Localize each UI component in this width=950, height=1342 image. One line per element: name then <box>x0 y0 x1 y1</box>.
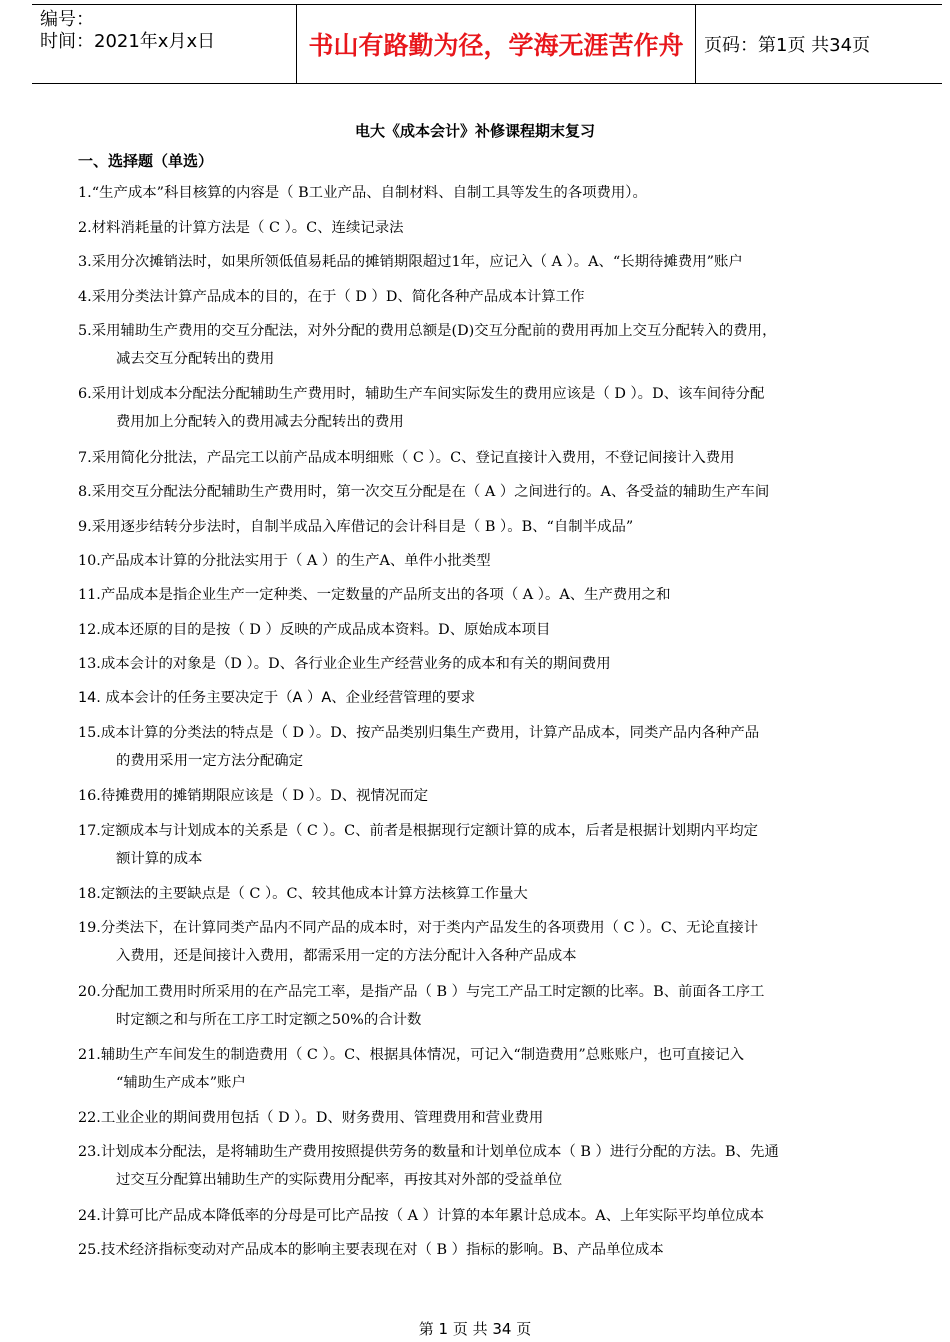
question-line: “辅助生产成本”账户 <box>116 1075 246 1091</box>
question-line: 减去交互分配转出的费用 <box>116 351 275 367</box>
header-page-info: 页码：第1页 共34页 <box>704 35 871 56</box>
question-line: 17.定额成本与计划成本的关系是（ C ）。C、前者是根据现行定额计算的成本，后者是根据计划期内平均定 <box>78 823 759 839</box>
question-line: 20.分配加工费用时所采用的在产品完工率，是指产品（ B ）与完工产品工时定额的比率。B、前面各工序工 <box>78 984 765 1000</box>
question-line: 6.采用计划成本分配法分配辅助生产费用时，辅助生产车间实际发生的费用应该是（ D ）。D、该车间待分配 <box>78 386 765 402</box>
question-item <box>78 581 892 609</box>
question-line: 4.采用分类法计算产品成本的目的，在于（ D ）D、简化各种产品成本计算工作 <box>78 289 585 305</box>
footer-prefix: 第 <box>418 1320 434 1338</box>
question-item <box>78 547 892 575</box>
question-line: 过交互分配算出辅助生产的实际费用分配率，再按其对外部的受益单位 <box>116 1172 563 1188</box>
question-item <box>78 380 892 436</box>
footer-middle: 页 共 <box>452 1320 488 1338</box>
question-item <box>78 914 892 970</box>
question-item <box>78 684 892 712</box>
question-line: 23.计划成本分配法，是将辅助生产费用按照提供劳务的数量和计划单位成本（ B ）进行分配的方法。B、先通 <box>78 1144 779 1160</box>
question-item <box>78 1104 892 1132</box>
question-item <box>78 444 892 472</box>
question-line: 12.成本还原的目的是按（ D ）反映的产成品成本资料。D、原始成本项目 <box>78 622 551 638</box>
question-line: 22.工业企业的期间费用包括（ D ）。D、财务费用、管理费用和营业费用 <box>78 1110 544 1126</box>
header-meta <box>40 9 290 53</box>
question-item <box>78 782 892 810</box>
header-divider <box>695 5 696 83</box>
question-item <box>78 616 892 644</box>
question-item <box>78 1138 892 1194</box>
question-line: 13.成本会计的对象是（D ）。D、各行业企业生产经营业务的成本和有关的期间费用 <box>78 656 611 672</box>
question-item <box>78 978 892 1034</box>
question-line: 16.待摊费用的摊销期限应该是（ D ）。D、视情况而定 <box>78 788 429 804</box>
document-title: 电大《成本会计》补修课程期末复习 <box>354 122 595 140</box>
question-item <box>78 248 892 276</box>
question-line: 9.采用逐步结转分步法时，自制半成品入库借记的会计科目是（ B ）。B、“自制半成品” <box>78 519 634 535</box>
question-item <box>78 650 892 678</box>
question-item <box>78 179 892 207</box>
question-item <box>78 513 892 541</box>
question-line: 15.成本计算的分类法的特点是（ D ）。D、按产品类别归集生产费用，计算产品成本，同类产品内各种产品 <box>78 725 760 741</box>
footer-total-pages: 34 <box>492 1320 512 1338</box>
question-line: 18.定额法的主要缺点是（ C ）。C、较其他成本计算方法核算工作量大 <box>78 886 528 902</box>
footer-page-number: 1 <box>438 1320 449 1338</box>
question-line: 5.采用辅助生产费用的交互分配法，对外分配的费用总额是(D)交互分配前的费用再加上交互分配转入的费用， <box>78 323 777 339</box>
question-item <box>78 880 892 908</box>
question-line: 14. 成本会计的任务主要决定于（A ）A、企业经营管理的要求 <box>78 690 476 706</box>
question-line: 费用加上分配转入的费用减去分配转出的费用 <box>116 414 404 430</box>
question-line: 8.采用交互分配法分配辅助生产费用时，第一次交互分配是在（ A ）之间进行的。A、各受益的辅助生产车间 <box>78 484 770 500</box>
question-line: 19.分类法下，在计算同类产品内不同产品的成本时，对于类内产品发生的各项费用（ C ）。C、无论直接计 <box>78 920 759 936</box>
question-line: 额计算的成本 <box>116 851 203 867</box>
question-line: 11.产品成本是指企业生产一定种类、一定数量的产品所支出的各项（ A ）。A、生产费用之和 <box>78 587 671 603</box>
code-label: 编号： <box>40 9 94 30</box>
page-header <box>32 4 942 84</box>
page-footer <box>0 1318 950 1339</box>
question-line: 1.“生产成本”科目核算的内容是（ B工业产品、自制材料、自制工具等发生的各项费用）。 <box>78 185 647 201</box>
footer-suffix: 页 <box>516 1320 532 1338</box>
question-line: 10.产品成本计算的分批法实用于（ A ）的生产A、单件小批类型 <box>78 553 491 569</box>
question-line: 21.辅助生产车间发生的制造费用（ C ）。C、根据具体情况，可记入“制造费用”总账账户，也可直接记入 <box>78 1047 744 1063</box>
question-line: 24.计算可比产品成本降低率的分母是可比产品按（ A ）计算的本年累计总成本。A、上年实际平均单位成本 <box>78 1208 765 1224</box>
question-line: 3.采用分次摊销法时，如果所领低值易耗品的摊销期限超过1年，应记入（ A ）。A、“长期待摊费用”账户 <box>78 254 743 270</box>
header-motto: 书山有路勤为径，学海无涯苦作舟 <box>308 31 684 60</box>
time-label: 时间：2021年x月x日 <box>40 31 216 52</box>
question-line: 7.采用简化分批法，产品完工以前产品成本明细账（ C ）。C、登记直接计入费用，不登记间接计入费用 <box>78 450 735 466</box>
question-item <box>78 1236 892 1264</box>
question-line: 的费用采用一定方法分配确定 <box>116 753 304 769</box>
question-item <box>78 283 892 311</box>
question-line: 25.技术经济指标变动对产品成本的影响主要表现在对（ B ）指标的影响。B、产品单位成本 <box>78 1242 664 1258</box>
question-item <box>78 478 892 506</box>
question-item <box>78 317 892 373</box>
question-line: 时定额之和与所在工序工时定额之50%的合计数 <box>116 1012 422 1028</box>
question-line: 2.材料消耗量的计算方法是（ C ）。C、连续记录法 <box>78 220 404 236</box>
question-item <box>78 817 892 873</box>
question-line: 入费用，还是间接计入费用，都需采用一定的方法分配计入各种产品成本 <box>116 948 577 964</box>
section-heading: 一、选择题（单选） <box>78 152 214 170</box>
question-item <box>78 1041 892 1097</box>
question-item <box>78 719 892 775</box>
question-item <box>78 1202 892 1230</box>
question-item <box>78 214 892 242</box>
